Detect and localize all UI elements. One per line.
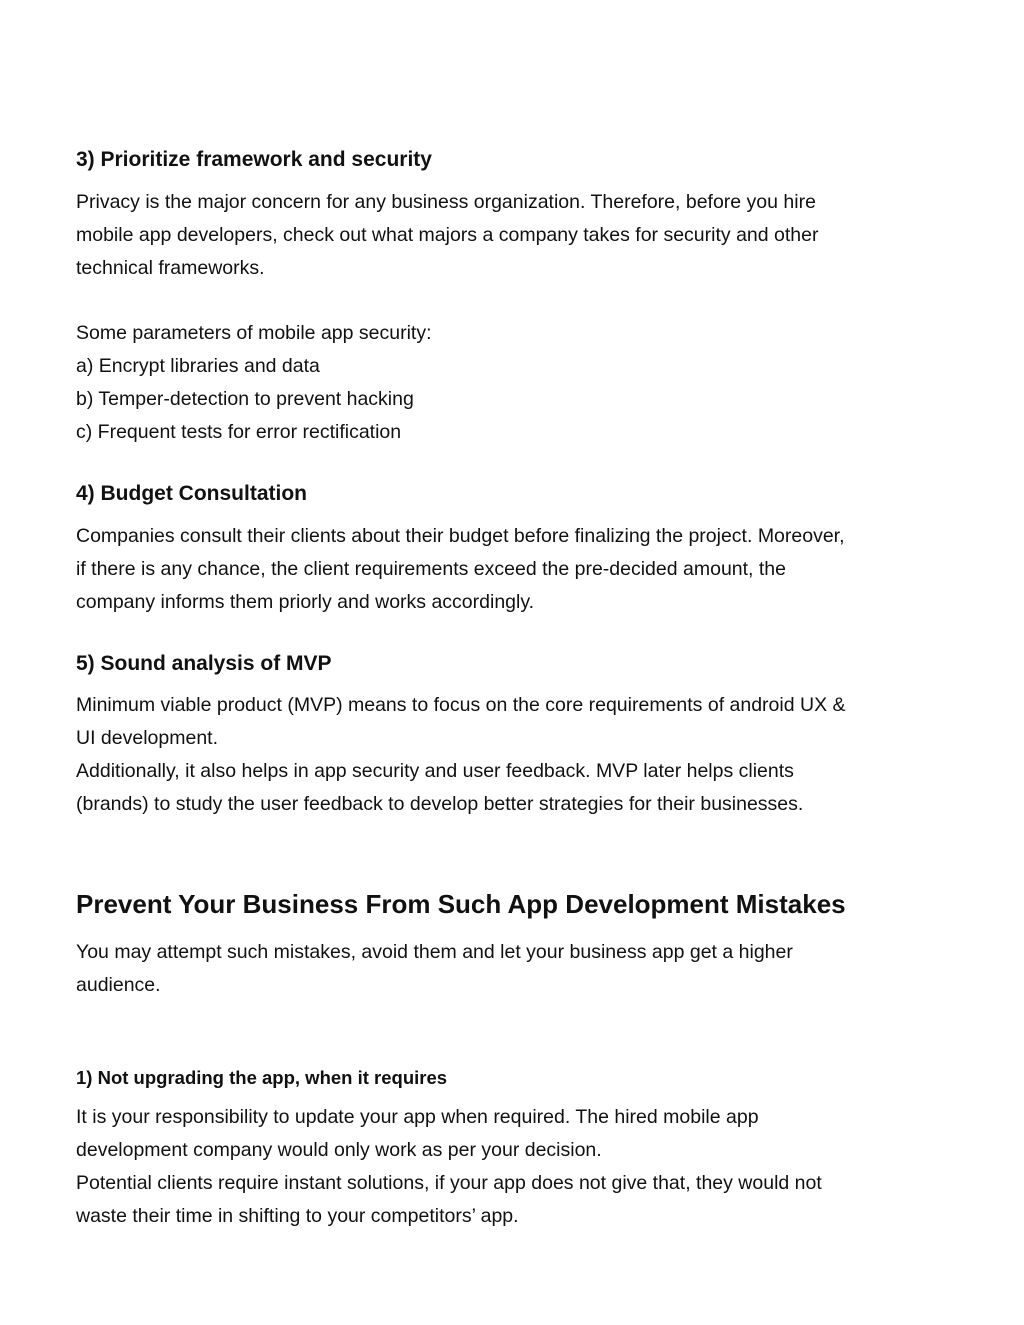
section-5-para-line-4: (brands) to study the user feedback to develop better strategies for their businesses. (76, 793, 804, 815)
mistake-1-para-line-4: waste their time in shifting to your competitors’ app. (76, 1205, 519, 1227)
prevent-para-line-1: You may attempt such mistakes, avoid them and let your business app get a higher (76, 941, 793, 963)
security-list-intro: Some parameters of mobile app security: (76, 322, 432, 344)
section-3-para-line-2: mobile app developers, check out what majors a company takes for security and other (76, 224, 819, 246)
section-3-para-line-1: Privacy is the major concern for any business organization. Therefore, before you hire (76, 191, 816, 213)
prevent-mistakes-heading: Prevent Your Business From Such App Development Mistakes (76, 889, 846, 919)
section-4-para-line-1: Companies consult their clients about their budget before finalizing the project. Moreover, (76, 525, 845, 547)
section-5-para-line-3: Additionally, it also helps in app security and user feedback. MVP later helps clients (76, 760, 794, 782)
mistake-1-para-line-2: development company would only work as per your decision. (76, 1139, 602, 1161)
section-5-heading: 5) Sound analysis of MVP (76, 652, 332, 675)
section-4-para-line-3: company informs them priorly and works accordingly. (76, 591, 535, 613)
section-3-para-line-3: technical frameworks. (76, 257, 265, 279)
section-5-para-line-2: UI development. (76, 727, 218, 749)
security-list-item: a) Encrypt libraries and data (76, 355, 320, 377)
section-4-heading: 4) Budget Consultation (76, 482, 307, 505)
mistake-1-heading: 1) Not upgrading the app, when it requires (76, 1067, 448, 1088)
section-3-heading: 3) Prioritize framework and security (76, 148, 432, 171)
security-list-item: c) Frequent tests for error rectification (76, 421, 402, 443)
security-list-item: b) Temper-detection to prevent hacking (76, 388, 414, 410)
mistake-1-para-line-3: Potential clients require instant solutions, if your app does not give that, they would not (76, 1172, 822, 1194)
prevent-para-line-2: audience. (76, 974, 161, 996)
section-5-para-line-1: Minimum viable product (MVP) means to focus on the core requirements of android UX & (76, 694, 846, 716)
mistake-1-para-line-1: It is your responsibility to update your app when required. The hired mobile app (76, 1106, 759, 1128)
section-4-para-line-2: if there is any chance, the client requirements exceed the pre-decided amount, the (76, 558, 786, 580)
